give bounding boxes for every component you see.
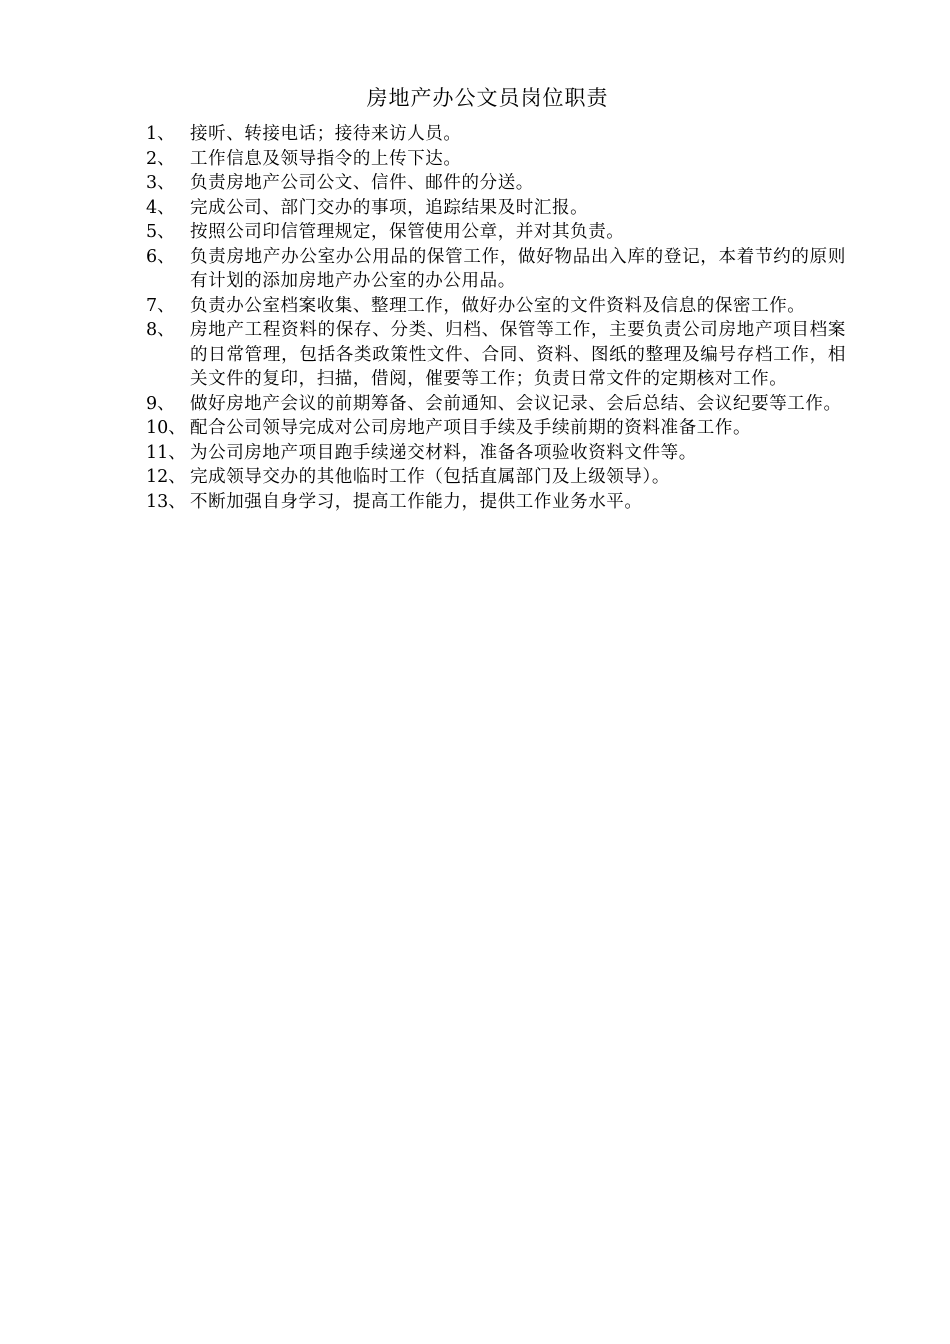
duty-number: 1、	[146, 124, 175, 144]
duty-item-11	[146, 441, 846, 466]
duty-text: 负责房地产公司公文、信件、邮件的分送。	[190, 173, 534, 193]
duty-item-2	[146, 147, 846, 172]
duty-item-5	[146, 220, 846, 245]
duty-text: 配合公司领导完成对公司房地产项目手续及手续前期的资料准备工作。	[190, 418, 752, 438]
duty-item-13	[146, 490, 846, 515]
duty-number: 13、	[146, 491, 186, 512]
duty-text: 负责办公室档案收集、整理工作，做好办公室的文件资料及信息的保密工作。	[190, 295, 806, 316]
duty-text: 不断加强自身学习，提高工作能力，提供工作业务水平。	[190, 491, 643, 512]
duty-text: 房地产工程资料的保存、分类、归档、保管等工作，主要负责公司房地产项目档案的日常管理，包括各类政策性文件、合同、资料、图纸的整理及编号存档工作，相关文件的复印，扫描，借阅，催要等工作；负责日常文件的定期核对工作。	[190, 320, 846, 389]
duty-item-4	[146, 196, 846, 221]
duty-number: 7、	[146, 295, 175, 316]
duty-text: 完成公司、部门交办的事项，追踪结果及时汇报。	[190, 197, 589, 218]
duty-number: 6、	[146, 246, 175, 267]
duty-item-9	[146, 392, 846, 417]
duty-text: 为公司房地产项目跑手续递交材料，准备各项验收资料文件等。	[190, 442, 697, 463]
duty-number: 10、	[146, 418, 186, 438]
duty-number: 3、	[146, 173, 175, 193]
duty-number: 12、	[146, 467, 186, 487]
duty-item-7	[146, 294, 846, 319]
duty-item-12	[146, 465, 846, 490]
duty-number: 5、	[146, 222, 175, 242]
document-title: 房地产办公文员岗位职责	[366, 86, 609, 110]
duty-list	[146, 122, 846, 514]
duty-text: 工作信息及领导指令的上传下达。	[190, 148, 462, 169]
duty-number: 4、	[146, 197, 175, 218]
duty-item-6	[146, 245, 846, 294]
duty-text: 按照公司印信管理规定，保管使用公章，并对其负责。	[190, 222, 625, 242]
duty-item-1	[146, 122, 846, 147]
duty-number: 11、	[146, 442, 186, 463]
duty-number: 9、	[146, 393, 175, 414]
duty-item-10	[146, 416, 846, 441]
duty-text: 接听、转接电话；接待来访人员。	[190, 124, 462, 144]
duty-item-3	[146, 171, 846, 196]
duty-number: 2、	[146, 148, 175, 169]
duty-text: 负责房地产办公室办公用品的保管工作，做好物品出入库的登记，本着节约的原则有计划的添加房地产办公室的办公用品。	[190, 246, 846, 291]
duty-number: 8、	[146, 320, 175, 340]
duty-text: 完成领导交办的其他临时工作（包括直属部门及上级领导）。	[190, 467, 670, 487]
duty-item-8	[146, 318, 846, 392]
duty-text: 做好房地产会议的前期筹备、会前通知、会议记录、会后总结、会议纪要等工作。	[190, 393, 842, 414]
